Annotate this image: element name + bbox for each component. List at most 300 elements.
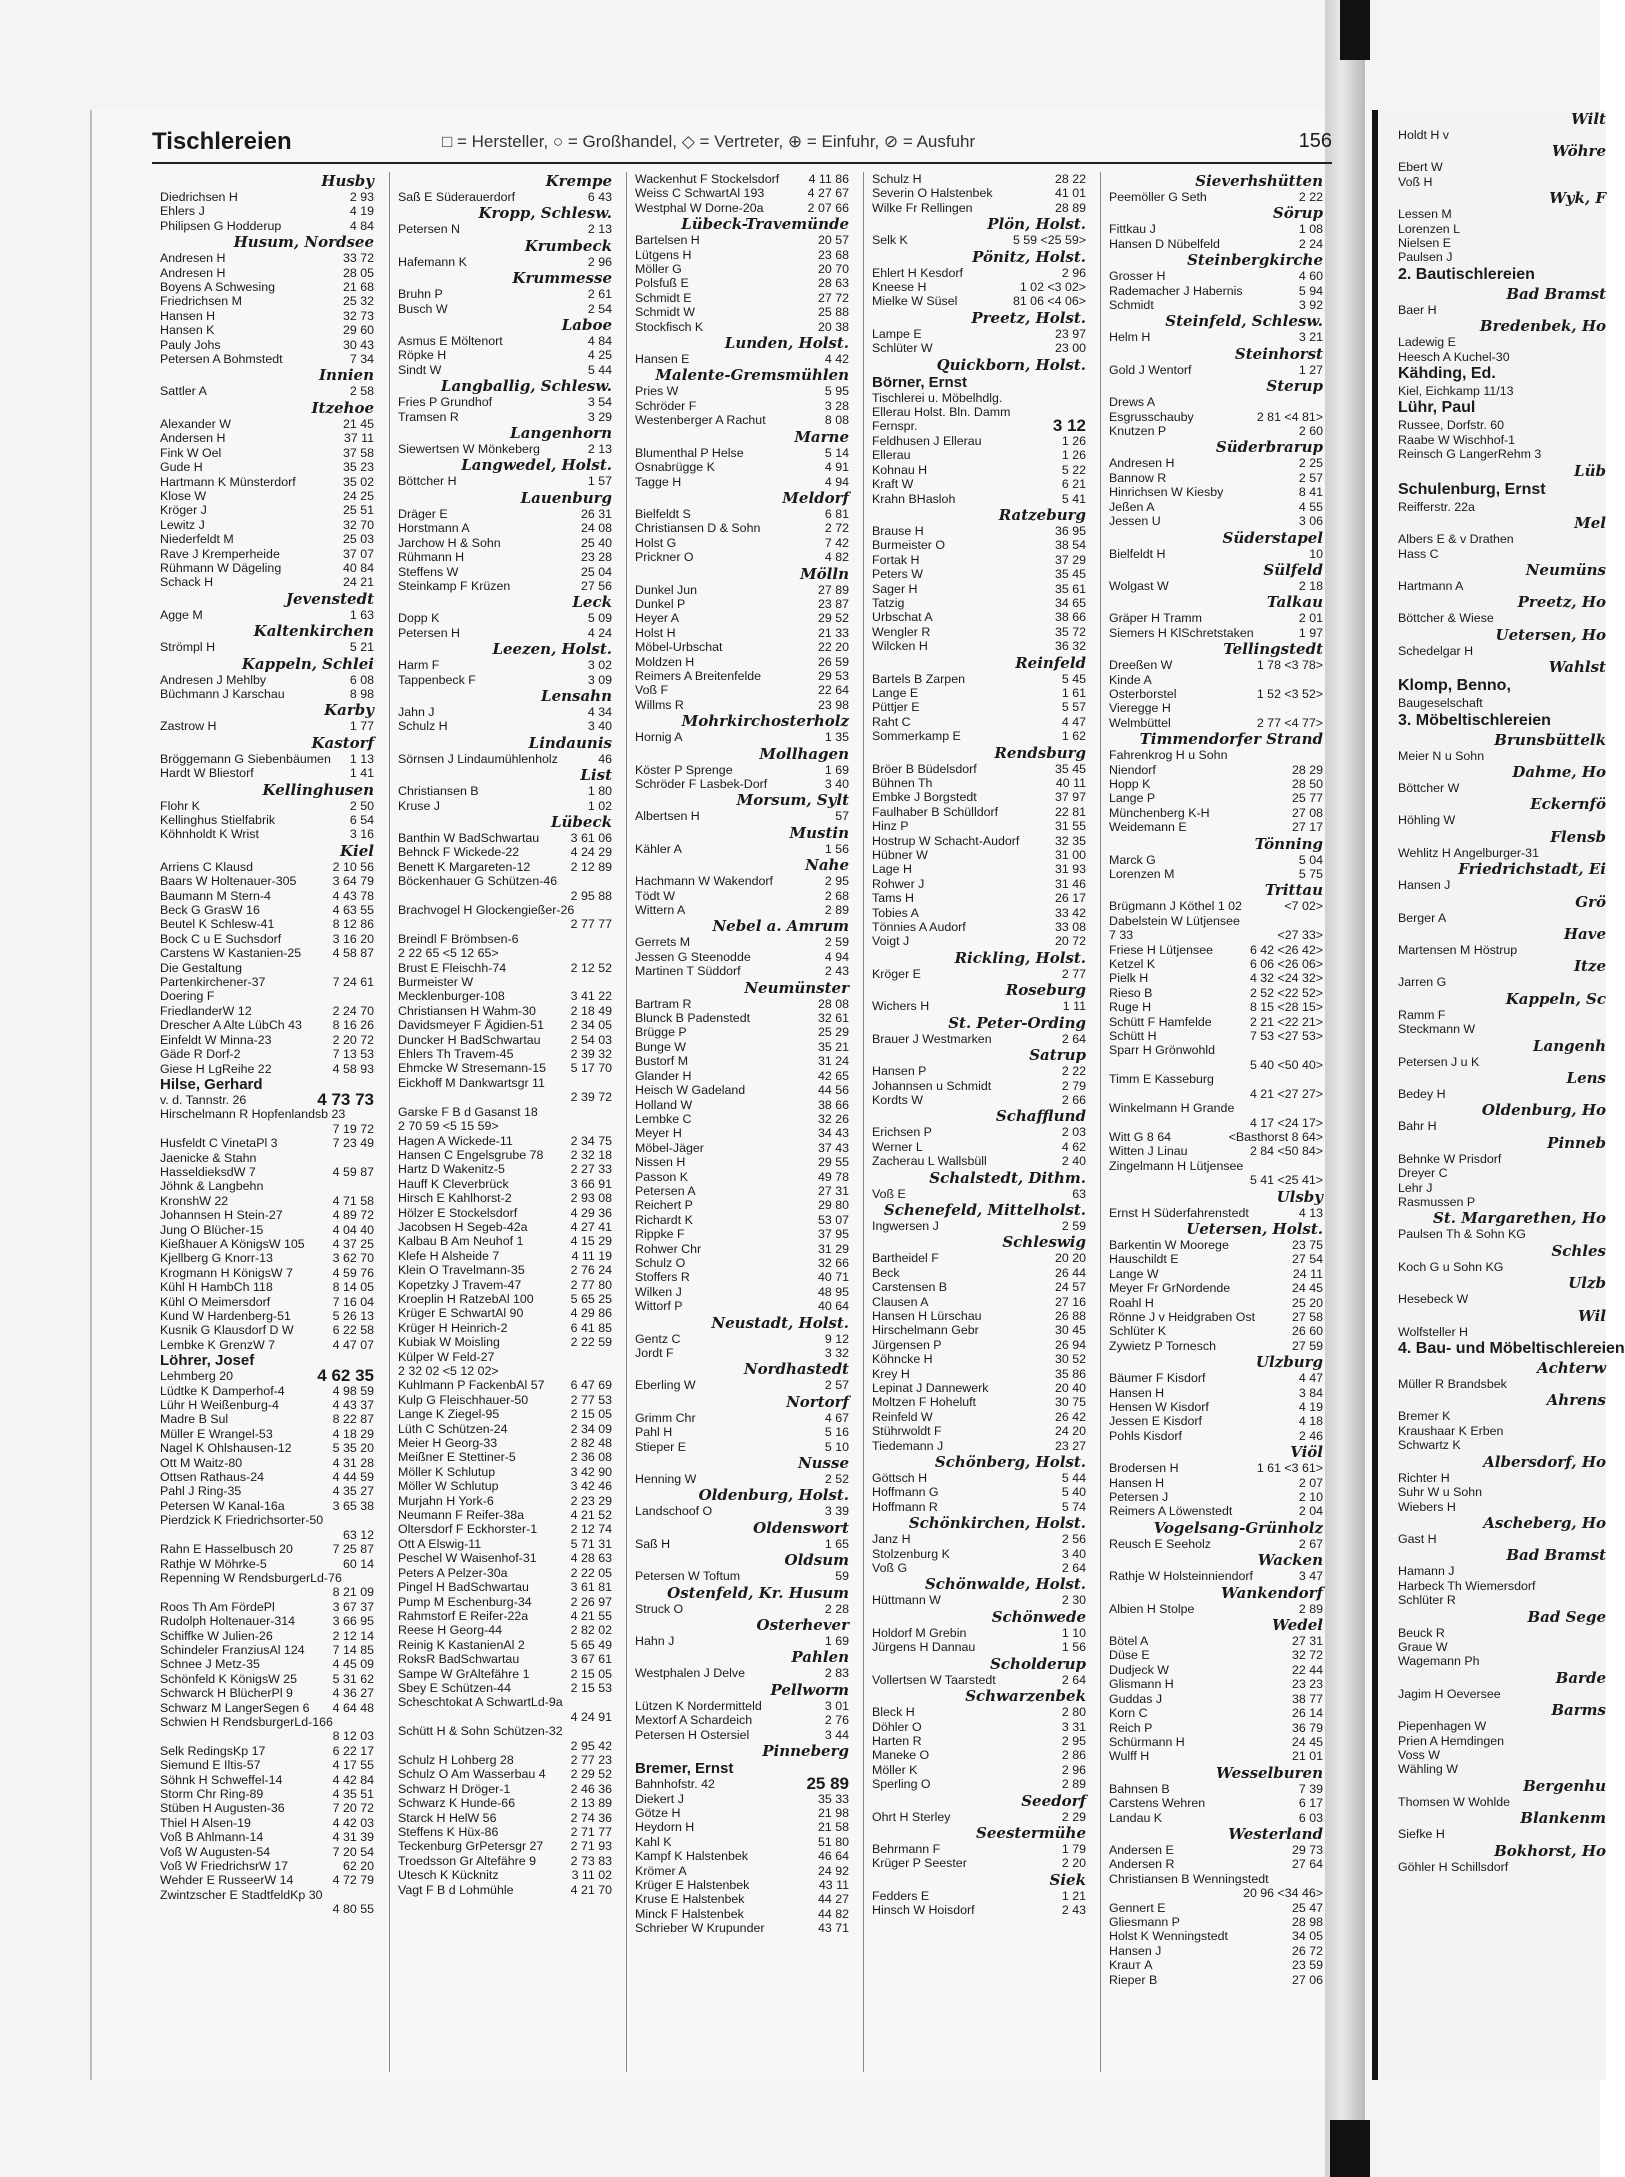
phone-number <box>608 903 612 917</box>
listing-row <box>1101 1857 1329 1871</box>
listing-row <box>627 1054 855 1068</box>
listing-name: Kopetzky J Travem-47 <box>398 1277 522 1292</box>
listing-row <box>390 1436 618 1450</box>
listing-row <box>627 730 855 744</box>
phone-number <box>1082 391 1086 405</box>
phone-number: 1 02 <3 02> <box>1019 280 1086 295</box>
phone-number: 2 13 <box>587 222 612 237</box>
phone-number: 29 55 <box>817 1155 849 1170</box>
phone-number <box>370 961 374 975</box>
listing-name: Tagge H <box>635 474 682 489</box>
phone-number: 4 15 29 <box>570 1234 612 1249</box>
listing-row <box>152 1136 380 1150</box>
phone-number: 2 25 <box>1298 456 1323 471</box>
phone-number: 4 45 09 <box>332 1657 374 1672</box>
listing-name: Ramm F <box>1398 1007 1446 1022</box>
listing-row <box>864 524 1092 538</box>
listing-row <box>627 1285 855 1299</box>
listing-name: Wiebers H <box>1398 1499 1456 1514</box>
listing-row <box>152 1542 380 1556</box>
listing-name: Albien H Stolpe <box>1109 1601 1195 1616</box>
listing-name: Göttsch H <box>872 1471 928 1486</box>
listing-row <box>152 1715 380 1729</box>
listing-row <box>390 222 618 236</box>
listing-name: Hornig A <box>635 730 683 745</box>
phone-number: 5 41 <25 41> <box>1249 1173 1323 1188</box>
listing-row <box>627 1472 855 1486</box>
listing-row <box>390 507 618 521</box>
phone-number: 2 40 <box>1061 1154 1086 1169</box>
phone-number: 2 12 52 <box>570 960 612 975</box>
listing-row <box>864 715 1092 729</box>
phone-number <box>608 1076 612 1090</box>
listing-name: Krüger P Seester <box>872 1856 967 1871</box>
listing-name: Vollertsen W Taarstedt <box>872 1672 996 1687</box>
phone-number: 21 45 <box>342 416 374 431</box>
listing-name: Gude H <box>160 460 203 475</box>
phone-number: 2 30 <box>1061 1593 1086 1608</box>
listing-name: Rahn E Hasselbusch 20 <box>160 1542 293 1557</box>
listing-name: Eberling W <box>635 1378 696 1393</box>
listing-name: Saß E Süderauerdorf <box>398 190 516 204</box>
listing-name: Tams H <box>872 891 914 906</box>
listing-name: Murjahn H York-6 <box>398 1493 494 1508</box>
phone-number: 2 96 <box>1061 1762 1086 1777</box>
phone-number: 5 44 <box>587 362 612 377</box>
listing-name: Hahn J <box>635 1634 675 1649</box>
listing-row <box>152 1830 380 1844</box>
phone-number: 1 78 <3 78> <box>1256 658 1323 673</box>
listing-row <box>864 1471 1092 1485</box>
listing-name: Martinen T Süddorf <box>635 964 741 979</box>
listing-row <box>152 1801 380 1815</box>
phone-number: 4 42 03 <box>332 1815 374 1830</box>
listing-row <box>390 1061 618 1075</box>
phone-number: 2 89 <box>1298 1601 1323 1616</box>
listing-name: Benett K Margareten-12 <box>398 859 531 874</box>
listing-name: Voß B Ahlmann-14 <box>160 1830 264 1845</box>
listing-name: Troedsson Gr Altefähre 9 <box>398 1853 536 1868</box>
listing-row <box>864 805 1092 819</box>
phone-number: 2 27 33 <box>570 1162 612 1177</box>
place-heading: Wil <box>1578 1306 1606 1325</box>
phone-number: 3 21 <box>1298 330 1323 345</box>
place-heading: Bredenbek, Ho <box>1479 317 1606 336</box>
listing-name: Tödt W <box>635 888 675 903</box>
phone-number: 2 10 56 <box>332 859 374 874</box>
listing-name: Lange K Ziegel-95 <box>398 1407 500 1422</box>
place-heading: Eckernfö <box>1530 795 1606 814</box>
listing-name: Lewitz J <box>160 517 205 532</box>
listing-row <box>627 1213 855 1227</box>
place-heading: Talkau <box>1266 593 1323 612</box>
listing-row <box>1101 1072 1329 1086</box>
listing-name: Raht C <box>872 714 911 729</box>
listing-name: Christiansen D & Sohn <box>635 521 761 536</box>
listing-row <box>152 417 380 431</box>
phone-number: 3 16 20 <box>332 931 374 946</box>
listing-name: Böttcher & Wiese <box>1398 611 1494 626</box>
listing-row <box>864 934 1092 948</box>
phone-number: 4 34 <box>587 704 612 719</box>
listing-name: Beck G GrasW 16 <box>160 903 260 918</box>
place-heading: Ulzb <box>1568 1274 1606 1293</box>
phone-number: 44 56 <box>817 1083 849 1098</box>
listing-name: Brust E Fleischh-74 <box>398 960 507 975</box>
listing-row <box>1101 806 1329 820</box>
phone-number: 2 12 89 <box>570 859 612 874</box>
phone-number: 3 62 70 <box>332 1251 374 1266</box>
phone-number <box>608 1364 612 1378</box>
phone-number: 26 42 <box>1054 1409 1086 1424</box>
listing-name: Harten R <box>872 1733 922 1748</box>
listing-name: Meyer Fr GrNordende <box>1109 1281 1231 1296</box>
place-heading: Blankenm <box>1520 1809 1606 1828</box>
listing-row <box>627 1792 855 1806</box>
listing-row <box>1101 701 1329 715</box>
listing-name: Christiansen B Wenningstedt <box>1109 1871 1269 1886</box>
listing-row <box>390 1306 618 1320</box>
listing-row <box>864 567 1092 581</box>
phone-number: 2 77 80 <box>570 1277 612 1292</box>
phone-number: 81 06 <4 06> <box>1012 294 1086 309</box>
listing-row <box>1101 791 1329 805</box>
listing-row <box>1101 1721 1329 1735</box>
listing-row <box>1101 1663 1329 1677</box>
section-heading: 3. Möbeltischlereien <box>1398 711 1551 729</box>
phone-number: 1 41 <box>349 766 374 781</box>
listing-name: Hensen W Kisdorf <box>1109 1400 1209 1414</box>
listing-row <box>152 1208 380 1222</box>
listing-row <box>1101 222 1329 236</box>
place-heading: Bad Bramst <box>1506 1546 1606 1565</box>
listing-row <box>864 1309 1092 1323</box>
place-heading: Preetz, Holst. <box>971 308 1086 327</box>
phone-number: 6 41 85 <box>570 1320 612 1335</box>
listing-row <box>627 1602 855 1616</box>
listing-name: Böckenhauer G Schützen-46 <box>398 874 558 889</box>
place-heading: Ulsby <box>1276 1187 1323 1206</box>
listing-name: Selk K <box>872 233 908 248</box>
listing-row <box>1101 1843 1329 1857</box>
phone-number: 2 18 49 <box>570 1003 612 1018</box>
listing-row <box>864 1251 1092 1265</box>
place-heading: Steinfeld, Schlesw. <box>1165 312 1323 331</box>
listing-row <box>864 448 1092 462</box>
place-heading: Wyk, F <box>1549 189 1606 208</box>
listing-name: Faulhaber B Schülldorf <box>872 804 999 819</box>
listing-name: Schröder F Lasbek-Dorf <box>635 777 768 791</box>
phone-number: 3 28 <box>824 398 849 413</box>
phone-number: 1 97 <box>1298 625 1323 640</box>
phone-number: 25 20 <box>1291 1295 1323 1310</box>
phone-number <box>370 1715 374 1729</box>
phone-number: 2 43 <box>1061 1903 1086 1918</box>
phone-number: <27 33> <box>1277 928 1323 943</box>
listing-name: Gast H <box>1398 1531 1437 1546</box>
listing-row <box>152 917 380 931</box>
listing-name: Dunkel Jun <box>635 582 697 597</box>
phone-number: 31 29 <box>817 1241 849 1256</box>
phone-number: 23 97 <box>1054 326 1086 341</box>
phone-number: 2 22 <box>1061 1064 1086 1079</box>
phone-number: 4 43 37 <box>332 1398 374 1413</box>
place-heading: Sörup <box>1272 204 1323 223</box>
listing-row <box>152 827 380 841</box>
phone-number: 3 66 91 <box>570 1176 612 1191</box>
phone-number: 4 18 <box>1298 1414 1323 1429</box>
listing-row <box>627 413 855 427</box>
phone-number: 2 04 <box>1298 1504 1323 1519</box>
phone-number: 4 64 48 <box>332 1700 374 1715</box>
listing-row <box>627 1425 855 1439</box>
place-heading: Mohrkirchosterholz <box>681 712 849 731</box>
listing-name: Kühl O Meimersdorf <box>160 1294 271 1309</box>
listing-name: Gäde R Dorf-2 <box>160 1047 241 1062</box>
listing-name: Blunck B Padenstedt <box>635 1011 751 1026</box>
listing-name: Bahnhofstr. 42 <box>635 1777 715 1792</box>
listing-name: Harbeck Th Wiemersdorf <box>1398 1578 1536 1593</box>
listing-row <box>864 1593 1092 1607</box>
place-heading: Wankendorf <box>1221 1583 1323 1602</box>
listing-row <box>1101 514 1329 528</box>
listing-name: Lange W <box>1109 1266 1159 1281</box>
phone-number: 25 03 <box>342 532 374 547</box>
listing-row <box>390 1883 618 1897</box>
phone-number: 5 10 <box>824 1439 849 1454</box>
listing-name: Hansen J <box>1398 878 1451 893</box>
listing-row <box>390 903 618 917</box>
listing-row <box>627 1040 855 1054</box>
listing-name: Bock C u E Suchsdorf <box>160 931 282 946</box>
phone-number: 7 13 53 <box>332 1047 374 1062</box>
listing-row <box>1101 500 1329 514</box>
phone-number: 1 69 <box>824 1634 849 1649</box>
listing-row <box>390 1479 618 1493</box>
listing-row <box>152 1018 380 1032</box>
listing-name: Agge M <box>160 607 203 622</box>
place-heading: Laboe <box>561 316 612 335</box>
listing-name: Glismann H <box>1109 1677 1174 1692</box>
phone-number: 2 79 <box>1061 1078 1086 1093</box>
listing-row <box>627 1242 855 1256</box>
listing-name: Wilcken H <box>872 639 928 654</box>
place-heading: Ahrens <box>1546 1391 1606 1410</box>
phone-number <box>1319 395 1323 409</box>
phone-number: 20 57 <box>817 233 849 248</box>
phone-number: 31 24 <box>817 1054 849 1069</box>
phone-number: 2 64 <box>1061 1031 1086 1046</box>
place-heading: Vogelsang-Grünholz <box>1153 1518 1323 1537</box>
listing-row <box>864 686 1092 700</box>
phone-number: 28 29 <box>1291 762 1323 777</box>
phone-number: 2 77 77 <box>570 917 612 932</box>
listing-row <box>864 1367 1092 1381</box>
listing-name: Baars W Holtenauer-305 <box>160 874 297 889</box>
listing-row <box>1101 1159 1329 1173</box>
place-heading: Itze <box>1573 957 1606 976</box>
listing-name: Möbel-Jäger <box>635 1140 704 1155</box>
phone-number: 2 13 <box>587 442 612 457</box>
listing-row <box>864 1720 1092 1734</box>
listing-row <box>627 611 855 625</box>
listing-row <box>390 1652 618 1666</box>
phone-number <box>1319 748 1323 762</box>
phone-number: 4 37 25 <box>332 1236 374 1251</box>
phone-number: 2 20 72 <box>332 1032 374 1047</box>
listing-row <box>864 266 1092 280</box>
place-heading: Scholderup <box>990 1654 1086 1673</box>
listing-row <box>390 1638 618 1652</box>
listing-name: Lüdtke K Damperhof-4 <box>160 1383 285 1398</box>
listing-name: Sörnsen J Lindaumühlenholz <box>398 751 558 766</box>
listing-row <box>152 1107 380 1121</box>
listing-name: Marck G <box>1109 852 1156 867</box>
listing-name: Voß H <box>1398 174 1433 189</box>
listing-row <box>152 1047 380 1061</box>
listing-name: Schlüter R <box>1398 1593 1456 1608</box>
listing-name: Bruhn P <box>398 287 443 302</box>
listing-name: Pierdzick K Friedrichsorter-50 <box>160 1513 324 1528</box>
listing-name: Christiansen H Wahm-30 <box>398 1003 536 1018</box>
place-heading: Tönning <box>1254 834 1323 853</box>
phone-number: 1 08 <box>1298 222 1323 237</box>
listing-name: Prickner O <box>635 550 694 565</box>
listing-row <box>152 946 380 960</box>
listing-name: Gold J Wentorf <box>1109 362 1192 377</box>
phone-number: 35 45 <box>1054 761 1086 776</box>
phone-number: 5 31 62 <box>332 1671 374 1686</box>
phone-number: 38 66 <box>817 1097 849 1112</box>
listing-row <box>864 1352 1092 1366</box>
listing-name: Willms R <box>635 697 684 712</box>
listing-row <box>390 1335 618 1349</box>
listing-name: Kühl H HambCh 118 <box>160 1280 273 1295</box>
listing-row <box>152 719 380 733</box>
phone-number: 7 23 49 <box>332 1136 374 1151</box>
phone-number: 23 98 <box>817 697 849 712</box>
phone-number: 2 13 89 <box>570 1796 612 1811</box>
listing-name: Hansen H Lürschau <box>872 1308 982 1323</box>
listing-name: Fries P Grundhof <box>398 395 493 410</box>
listing-row <box>864 1140 1092 1154</box>
listing-name: Rieper B <box>1109 1972 1158 1987</box>
listing-row <box>1101 1252 1329 1266</box>
phone-number: 2 36 08 <box>570 1450 612 1465</box>
phone-number: 2 29 52 <box>570 1767 612 1782</box>
place-heading: Langballig, Schlesw. <box>440 377 612 396</box>
phone-number: 32 72 <box>1291 1648 1323 1663</box>
listing-row <box>152 266 380 280</box>
listing-name: Schrieber W Krupunder <box>635 1921 765 1936</box>
listing-name: Schwarz K Hunde-66 <box>398 1796 516 1811</box>
place-heading: Schönwalde, Holst. <box>924 1575 1086 1594</box>
listing-row <box>152 989 380 1003</box>
phone-number: 3 67 37 <box>332 1599 374 1614</box>
phone-number: 2 15 05 <box>570 1407 612 1422</box>
listing-row <box>864 672 1092 686</box>
directory-column <box>863 172 1092 2072</box>
listing-name: Hansen C Engelsgrube 78 <box>398 1147 544 1162</box>
phone-number: 40 71 <box>817 1270 849 1285</box>
phone-number: 23 00 <box>1054 341 1086 356</box>
listing-row <box>627 446 855 460</box>
place-heading: Tellingstedt <box>1223 640 1323 659</box>
listing-name: Hansen P <box>872 1064 927 1079</box>
listing-row <box>627 889 855 903</box>
listing-row <box>627 276 855 290</box>
phone-number: 24 21 <box>342 575 374 590</box>
listing-row <box>390 874 618 888</box>
listing-name: Lange P <box>1109 791 1156 806</box>
listing-row <box>864 610 1092 624</box>
listing-row <box>864 625 1092 639</box>
phone-number: 2 83 <box>824 1666 849 1681</box>
phone-number: 1 26 <box>1061 433 1086 448</box>
listing-row <box>390 975 618 989</box>
listing-name: Krüger E Halstenbek <box>635 1877 750 1892</box>
phone-number: 1 56 <box>1061 1640 1086 1655</box>
listing-row <box>152 1323 380 1337</box>
listing-name: Burmeister W <box>398 975 474 990</box>
listing-row <box>390 1134 618 1148</box>
listing-name: Rathje W Holsteinniendorf <box>1109 1569 1253 1584</box>
listing-name: Schütt H & Sohn Schützen-32 <box>398 1724 563 1739</box>
listing-name: Kruse E Halstenbek <box>635 1892 745 1907</box>
listing-name: Möbel-Urbschat <box>635 640 723 655</box>
phone-number: 7 20 72 <box>332 1801 374 1816</box>
listing-row <box>152 1295 380 1309</box>
phone-number: 7 34 <box>349 352 374 367</box>
phone-number: 43 11 <box>818 1877 849 1892</box>
phone-number: 35 21 <box>817 1039 849 1054</box>
listing-row <box>627 842 855 856</box>
place-heading: Uetersen, Ho <box>1495 625 1606 644</box>
listing-row <box>864 1125 1092 1139</box>
phone-number: 21 33 <box>817 625 849 640</box>
listing-name: Krauт A <box>1109 1958 1153 1973</box>
listing-row <box>390 521 618 535</box>
phone-number: 1 35 <box>824 730 849 745</box>
listing-name: Peters A Pelzer-30a <box>398 1565 508 1580</box>
phone-number: 2 07 66 <box>807 200 849 215</box>
listing-name: Klefe H Alsheide 7 <box>398 1248 500 1263</box>
listing-name: Wolgast W <box>1109 578 1169 593</box>
listing-row <box>1101 1886 1329 1900</box>
listing-row <box>627 964 855 978</box>
listing-name: Johannsen H Stein-27 <box>160 1208 283 1223</box>
listing-name: Passon K <box>635 1169 689 1184</box>
place-heading: Kappeln, Schlei <box>241 654 374 673</box>
listing-row <box>390 1854 618 1868</box>
phone-number: 4 91 <box>824 460 849 475</box>
listing-name: Guddas J <box>1109 1691 1163 1706</box>
phone-number <box>370 1179 374 1193</box>
phone-number <box>608 946 612 960</box>
listing-row <box>1101 579 1329 593</box>
listing-row <box>152 673 380 687</box>
phone-number: 4 82 <box>824 550 849 565</box>
phone-number: 4 29 36 <box>570 1205 612 1220</box>
listing-row <box>627 1849 855 1863</box>
phone-number: 5 44 <box>1061 1471 1086 1486</box>
phone-number: 5 26 13 <box>332 1309 374 1323</box>
firm-name: Kähding, Ed. <box>1398 365 1496 383</box>
phone-number: 28 63 <box>817 276 849 291</box>
phone-number: 2 39 32 <box>570 1047 612 1062</box>
listing-name: Tobies A <box>872 905 919 920</box>
listing-name: Saß H <box>635 1536 671 1551</box>
